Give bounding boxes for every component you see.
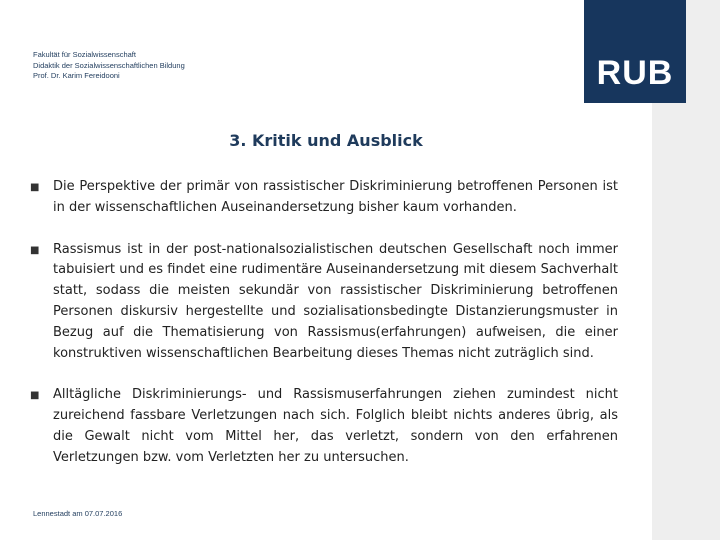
bullet-text: Rassismus ist in der post-nationalsozialistischen deutschen Gesellschaft noch immer tabuisiert und es findet eine rudimentäre Auseinandersetzung mit diesem Sachverhalt statt, sodass die meisten sekundär von rassistischer Diskriminierung betroffenen Personen diskursiv hergestellte und sozialisationsbedingte Distanzierungsmuster in Bezug auf die Thematisierung von Rassismus(erfahrungen) aufweisen, die einer konstruktiven wissenschaftlichen Bearbeitung dieses Themas nicht zuträglich sind.	[53, 241, 618, 361]
bullet-item	[30, 240, 618, 365]
bullet-text: Alltägliche Diskriminierungs- und Rassismuserfahrungen ziehen zumindest nicht zureichend fassbare Verletzungen nach sich. Folglich bleibt nichts anderes übrig, als die Gewalt nicht vom Mittel her, das verletzt, sondern von den erfahrenen Verletzungen bzw. vom Verletzten her zu untersuchen.	[53, 387, 618, 465]
department-line: Didaktik der Sozialwissenschaftlichen Bildung	[33, 60, 185, 70]
bullet-text: Die Perspektive der primär von rassistischer Diskriminierung betroffenen Personen ist in der wissenschaftlichen Auseinandersetzung bisher kaum vorhanden.	[53, 179, 618, 215]
bullet-item	[30, 385, 618, 468]
square-bullet-icon: ■	[30, 390, 40, 402]
slide-title: 3. Kritik und Ausblick	[229, 131, 423, 150]
square-bullet-icon: ■	[30, 182, 40, 193]
professor-line: Prof. Dr. Karim Fereidooni	[33, 71, 120, 80]
rub-logo	[584, 0, 686, 103]
faculty-line: Fakultät für Sozialwissenschaft	[33, 50, 136, 59]
square-bullet-icon: ■	[30, 244, 40, 256]
footer-date: Lennestadt am 07.07.2016	[33, 509, 123, 518]
institution-header	[33, 50, 185, 82]
bullet-item	[30, 177, 618, 219]
logo-text: RUB	[596, 54, 674, 92]
bullet-list	[30, 177, 618, 490]
